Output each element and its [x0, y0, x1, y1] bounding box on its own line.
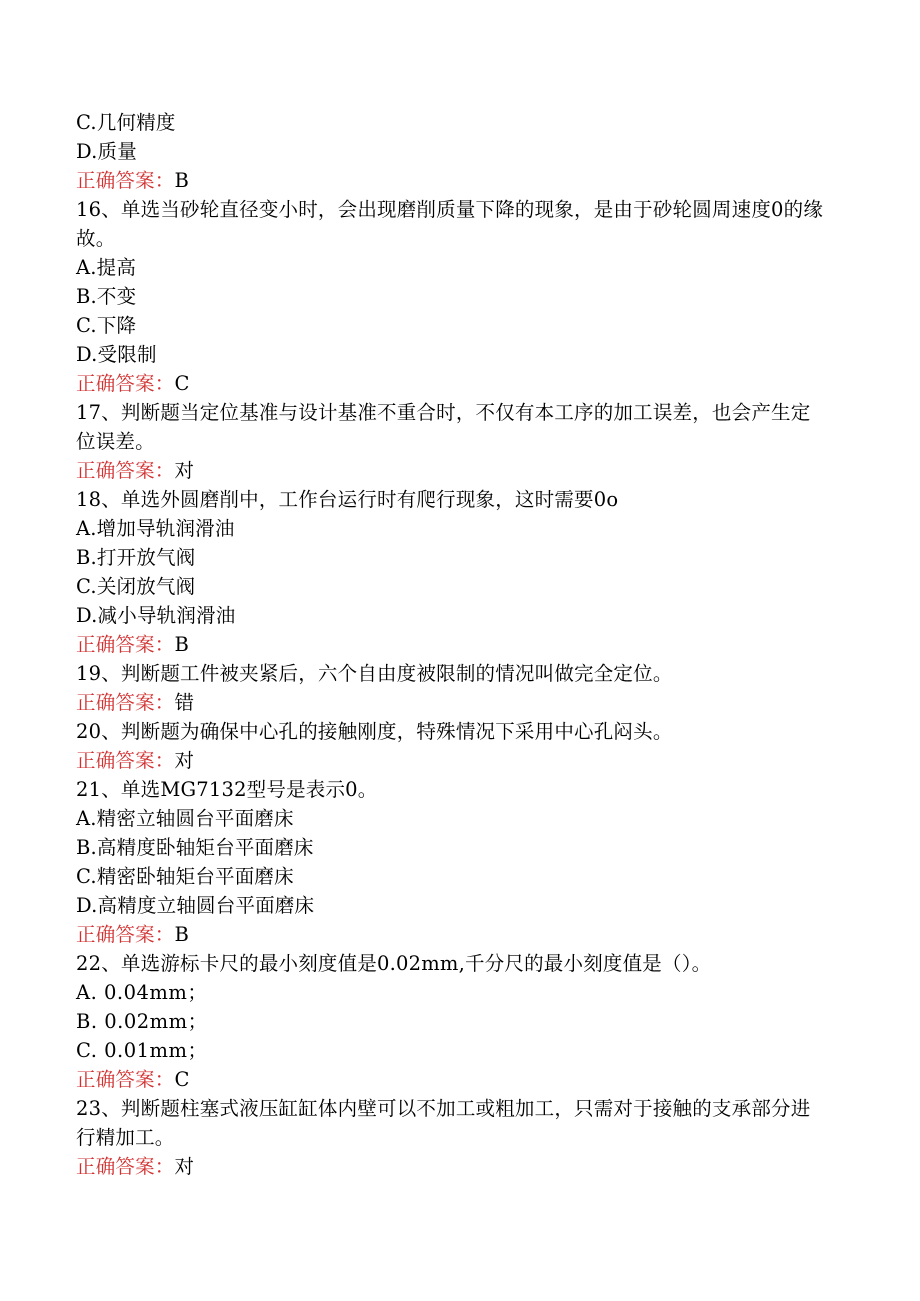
- answer-line: [76, 746, 826, 775]
- answer-value: 对: [174, 1155, 195, 1178]
- answer-value: B: [174, 169, 190, 192]
- option-d: D.高精度立轴圆台平面磨床: [76, 894, 315, 917]
- answer-value: C: [174, 372, 190, 395]
- answer-line: [76, 1152, 826, 1181]
- answer-label: 正确答案：: [76, 372, 175, 395]
- answer-line: [76, 456, 826, 485]
- question-19: 19、判断题工件被夹紧后，六个自由度被限制的情况叫做完全定位。: [76, 662, 673, 685]
- answer-label: 正确答案：: [76, 633, 175, 656]
- answer-label: 正确答案：: [76, 749, 175, 772]
- option-c: C. 0.01mm；: [76, 1039, 208, 1062]
- option-c: C.精密卧轴矩台平面磨床: [76, 865, 294, 888]
- option-b: B. 0.02mm；: [76, 1010, 208, 1033]
- exam-page: [76, 108, 826, 1181]
- option-d: D.受限制: [76, 343, 157, 366]
- answer-label: 正确答案：: [76, 923, 175, 946]
- option-a: A.提高: [76, 256, 137, 279]
- option-c: C.下降: [76, 314, 137, 337]
- answer-value: C: [174, 1068, 190, 1091]
- question-16: 16、单选当砂轮直径变小时，会出现磨削质量下降的现象，是由于砂轮圆周速度0的缘故。: [76, 198, 824, 250]
- answer-value: B: [174, 633, 190, 656]
- answer-value: 对: [174, 459, 195, 482]
- answer-value: 错: [174, 691, 195, 714]
- option-a: A.增加导轨润滑油: [76, 517, 235, 540]
- question-17: 17、判断题当定位基准与设计基准不重合时，不仅有本工序的加工误差，也会产生定位误差。: [76, 401, 811, 453]
- answer-line: [76, 369, 826, 398]
- option-b: B.高精度卧轴矩台平面磨床: [76, 836, 314, 859]
- answer-value: 对: [174, 749, 195, 772]
- answer-value: B: [174, 923, 190, 946]
- option-c: C.几何精度: [76, 111, 176, 134]
- answer-label: 正确答案：: [76, 1068, 175, 1091]
- option-a: A. 0.04mm；: [76, 981, 208, 1004]
- option-d: D.减小导轨润滑油: [76, 604, 236, 627]
- question-20: 20、判断题为确保中心孔的接触刚度，特殊情况下采用中心孔闷头。: [76, 720, 673, 743]
- option-b: B.不变: [76, 285, 137, 308]
- option-a: A.精密立轴圆台平面磨床: [76, 807, 294, 830]
- question-18: 18、单选外圆磨削中，工作台运行时有爬行现象，这时需要0o: [76, 488, 619, 511]
- answer-label: 正确答案：: [76, 691, 175, 714]
- question-22: 22、单选游标卡尺的最小刻度值是0.02mm,千分尺的最小刻度值是（）。: [76, 952, 712, 975]
- answer-label: 正确答案：: [76, 459, 175, 482]
- option-b: B.打开放气阀: [76, 546, 196, 569]
- answer-line: [76, 630, 826, 659]
- answer-line: [76, 920, 826, 949]
- answer-line: [76, 1065, 826, 1094]
- option-d: D.质量: [76, 140, 137, 163]
- question-23: 23、判断题柱塞式液压缸缸体内壁可以不加工或粗加工，只需对于接触的支承部分进行精加工。: [76, 1097, 811, 1149]
- answer-line: [76, 166, 826, 195]
- answer-line: [76, 688, 826, 717]
- answer-label: 正确答案：: [76, 1155, 175, 1178]
- answer-label: 正确答案：: [76, 169, 175, 192]
- option-c: C.关闭放气阀: [76, 575, 196, 598]
- question-21: 21、单选MG7132型号是表示0。: [76, 778, 378, 801]
